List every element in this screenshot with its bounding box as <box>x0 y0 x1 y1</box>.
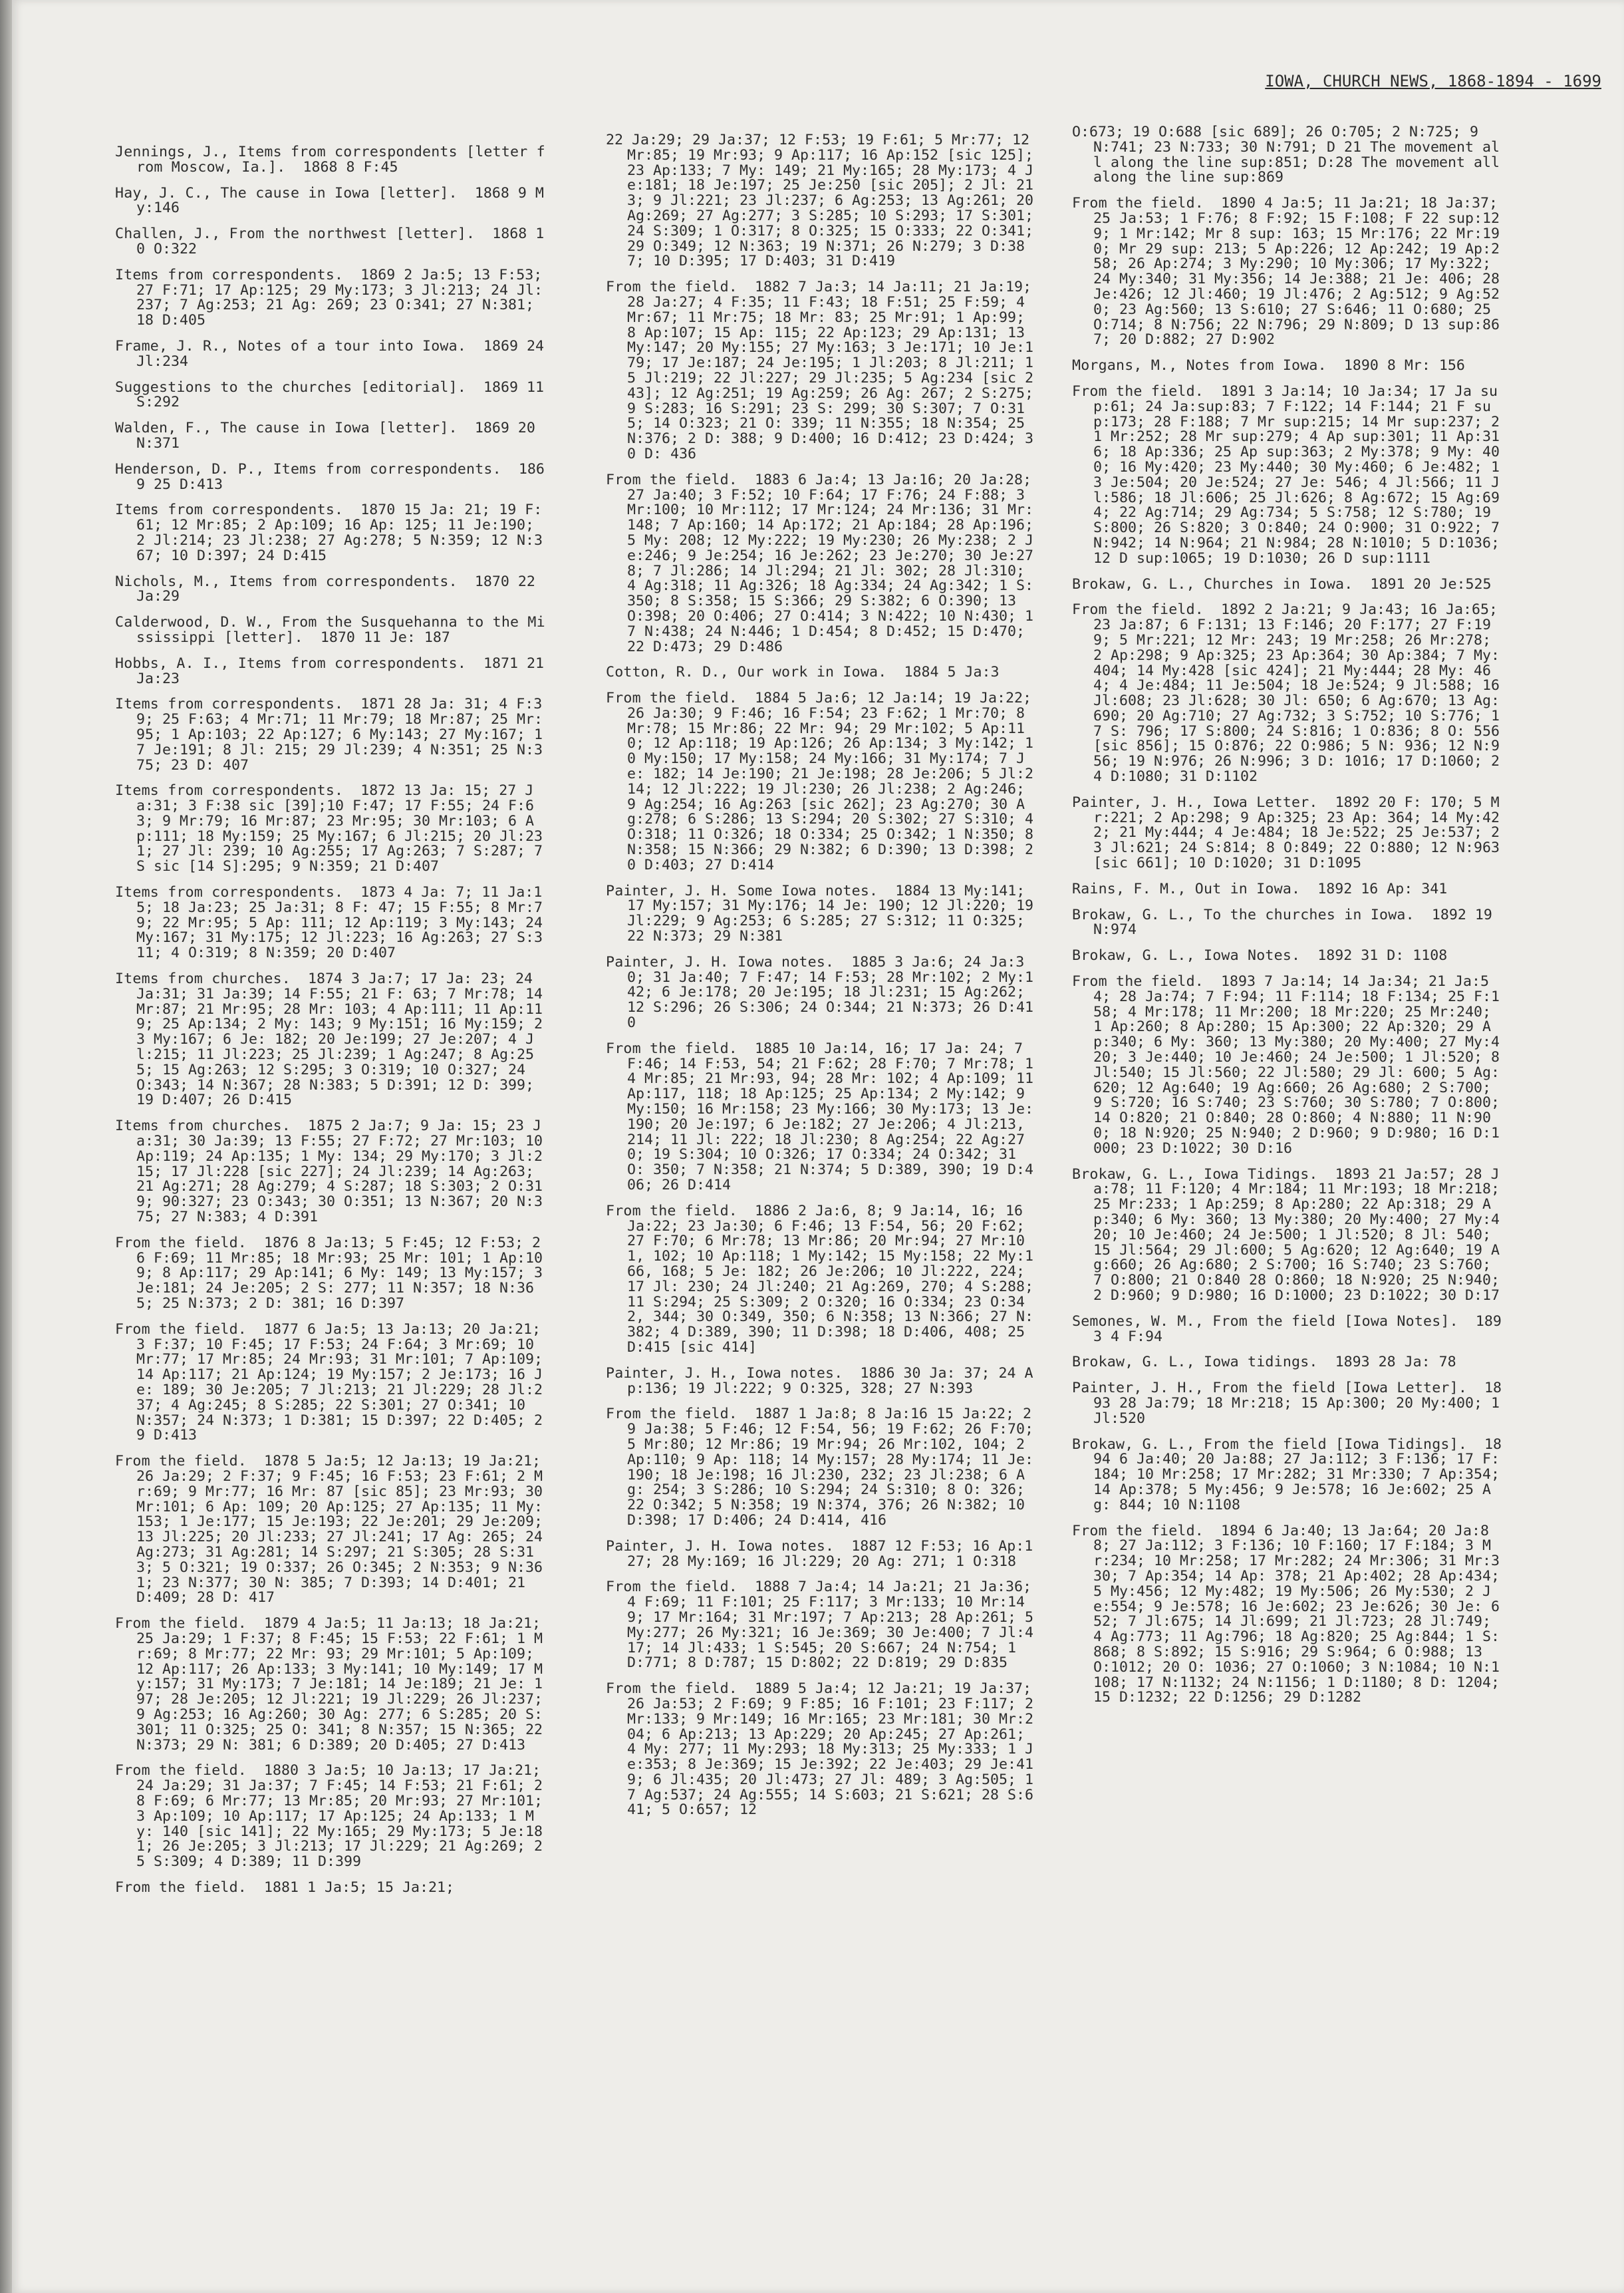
entry-heading: From the field. <box>606 1680 738 1698</box>
entry-citations: 1868 8 F:45 <box>303 158 398 176</box>
entry-heading: Hay, J. C., The cause in Iowa [letter]. <box>115 184 458 202</box>
entry-heading: Cotton, R. D., Our work in Iowa. <box>606 664 887 681</box>
column-2 <box>606 132 1043 1829</box>
entry-citations: 1891 20 Je:525 <box>1370 575 1492 593</box>
entry-heading: Walden, F., The cause in Iowa [letter]. <box>115 420 458 437</box>
entry-citations: 1869 20 N:371 <box>136 420 544 452</box>
entry-citations: 1870 11 Je: 187 <box>320 629 450 646</box>
bibliography-entry <box>1072 1380 1509 1427</box>
entry-citations: 1886 30 Ja: 37; 24 Ap:136; 19 Jl:222; 9 O:325, 328; 27 N:393 <box>627 1364 1033 1397</box>
bibliography-entry <box>1072 794 1509 872</box>
entry-heading: Items from correspondents. <box>115 696 344 713</box>
entry-citations: 1869 11 S:292 <box>136 379 553 411</box>
bibliography-entry <box>606 1579 1043 1672</box>
bibliography-entry <box>115 884 552 962</box>
entry-citations: 1893 21 Ja:57; 28 Ja:78; 11 F:120; 4 Mr:184; 11 Mr:193; 18 Mr:218; 25 Mr:233; 1 Ap:259; 8 Ap:280; 22 Ap:318; 29 Ap:340; 6 My: 360; 13 My:380; 20 My:400; 27 My:420; 10 Je:460; 24 Je:500; 1 Jl:520; 8 Jl: 540; 15 Jl:564; 29 Jl:600; 5 Ag:620; 12 Ag:640; 19 Ag:660; 26 Ag:680; 2 S:700; 16 S:740; 23 S:760; 7 O:800; 21 O:840 28 O:860; 18 N:920; 25 N:940; 2 D:960; 9 D:980; 16 D:1000; 23 D:1022; 30 D:17 <box>1093 1165 1509 1304</box>
entry-heading: Brokaw, G. L., Churches in Iowa. <box>1072 575 1353 593</box>
entry-citations: 1891 3 Ja:14; 10 Ja:34; 17 Ja sup:61; 24 Ja:sup:83; 7 F:122; 14 F:144; 21 F sup:173; 28 F:188; 7 Mr sup:215; 14 Mr sup:237; 21 Mr:252; 28 Mr sup:279; 4 Ap sup:301; 11 Ap:316; 18 Ap:336; 25 Ap sup:363; 2 My:378; 9 My: 400; 16 My:420; 23 My:440; 30 My:460; 6 Je:482; 13 Je:504; 20 Je:524; 27 Je: 546; 4 Jl:566; 11 Jl:586; 18 Jl:606; 25 Jl:626; 8 Ag:672; 15 Ag:694; 22 Ag:714; 29 Ag:734; 5 S:758; 12 S:780; 19 S:800; 26 S:820; 3 O:840; 24 O:900; 31 O:922; 7 N:942; 14 N:964; 21 N:984; 28 N:1010; 5 D:1036; 12 D sup:1065; 19 D:1030; 26 D sup:1111 <box>1093 382 1509 567</box>
entry-heading: From the field. <box>1072 1522 1204 1539</box>
entry-citations: 1893 7 Ja:14; 14 Ja:34; 21 Ja:54; 28 Ja:74; 7 F:94; 11 F:114; 18 F:134; 25 F:158; 4 Mr:178; 11 Mr:200; 18 Mr:220; 25 Mr:240; 1 Ap:260; 8 Ap:280; 15 Ap:300; 22 Ap:320; 29 Ap:340; 6 My: 360; 13 My:380; 20 My:400; 27 My:420; 3 Je:440; 10 Je:460; 24 Je:500; 1 Jl:520; 8 Jl:540; 15 Jl:560; 22 Jl:580; 29 Jl: 600; 5 Ag:620; 12 Ag:640; 19 Ag:660; 26 Ag:680; 2 S:700; 9 S:720; 16 S:740; 23 S:760; 30 S:780; 7 O:800; 14 O:820; 21 O:840; 28 O:860; 4 N:880; 11 N:900; 18 N:920; 25 N:940; 2 D:960; 9 D:980; 16 D:1000; 23 D:1022; 30 D:16 <box>1093 973 1509 1157</box>
bibliography-entry <box>115 575 547 605</box>
entry-heading: From the field. <box>606 1579 738 1596</box>
bibliography-entry <box>115 971 552 1109</box>
entry-citations: 1868 9 My:146 <box>136 184 544 217</box>
entry-citations: 1893 28 Ja:79; 18 Mr:218; 15 Ap:300; 20 My:400; 1 Jl:520 <box>1093 1380 1509 1427</box>
entry-citations: 1877 6 Ja:5; 13 Ja:13; 20 Ja:21; 3 F:37; 10 F:45; 17 F:53; 24 F:64; 3 Mr:69; 10 Mr:77; 17 Mr:85; 24 Mr:93; 31 Mr:101; 7 Ap:109; 14 Ap:117; 21 Ap:124; 19 My:157; 2 Je:173; 16 Je: 189; 30 Je:205; 7 Jl:213; 21 Jl:229; 28 Jl:237; 4 Ag:245; 8 S:285; 22 S:301; 27 O:341; 10 N:357; 24 N:373; 1 D:381; 15 D:397; 22 D:405; 29 D:413 <box>136 1320 552 1444</box>
bibliography-entry <box>115 227 547 257</box>
entry-heading: Semones, W. M., From the field [Iowa Notes]. <box>1072 1312 1458 1330</box>
entry-citations: 1892 20 F: 170; 5 Mr:221; 2 Ap:298; 9 Ap:325; 23 Ap: 364; 14 My:422; 21 My:444; 4 Je:484; 18 Je:522; 25 Je:537; 23 Jl:621; 24 S:814; 8 O:849; 22 O:880; 12 N:963 [sic 661]; 10 D:1020; 31 D:1095 <box>1093 794 1509 872</box>
bibliography-entry <box>115 1320 552 1444</box>
bibliography-entry <box>1072 577 1504 593</box>
entry-citations: 1888 7 Ja:4; 14 Ja:21; 21 Ja:36; 4 F:69; 11 F:101; 25 F:117; 3 Mr:133; 10 Mr:149; 17 Mr:164; 31 Mr:197; 7 Ap:213; 28 Ap:261; 5 My:277; 26 My:321; 16 Je:369; 30 Je:400; 7 Jl:417; 14 Jl:433; 1 S:545; 20 S:667; 24 N:754; 1 D:771; 8 D:787; 15 D:802; 22 D:819; 29 D:835 <box>627 1579 1043 1672</box>
entry-heading: From the field. <box>1072 601 1204 619</box>
bibliography-entry <box>606 471 1043 655</box>
entry-citations: 1872 13 Ja: 15; 27 Ja:31; 3 F:38 sic [39];10 F:47; 17 F:55; 24 F:63; 9 Mr:79; 16 Mr:87; 23 Mr:95; 30 Mr:103; 6 Ap:111; 18 My:159; 25 My:167; 6 Jl:215; 20 Jl:231; 27 Jl: 239; 10 Ag:255; 17 Ag:263; 7 S:287; 7 S sic [14 S]:295; 9 N:359; 21 D:407 <box>136 782 552 875</box>
entry-heading: Morgans, M., Notes from Iowa. <box>1072 357 1327 375</box>
entry-citations: 1883 6 Ja:4; 13 Ja:16; 20 Ja:28; 27 Ja:40; 3 F:52; 10 F:64; 17 F:76; 24 F:88; 3 Mr:100; 10 Mr:112; 17 Mr:124; 24 Mr:136; 31 Mr:148; 7 Ap:160; 14 Ap:172; 21 Ap:184; 28 Ap:196; 5 My: 208; 12 My:222; 19 My:230; 26 My:238; 2 Je:246; 9 Je:254; 16 Je:262; 23 Je:270; 30 Je:278; 7 Jl:286; 14 Jl:294; 21 Jl: 302; 28 Jl:310; 4 Ag:318; 11 Ag:326; 18 Ag:334; 24 Ag:342; 1 S:350; 8 S:358; 15 S:366; 29 S:382; 6 O:390; 13 O:398; 20 O:406; 27 O:414; 3 N:422; 10 N:430; 17 N:438; 24 N:446; 1 D:454; 8 D:452; 15 D:470; 22 D:473; 29 D:486 <box>627 471 1043 655</box>
bibliography-entry <box>1072 601 1509 786</box>
entry-citations: 1892 2 Ja:21; 9 Ja:43; 16 Ja:65; 23 Ja:87; 6 F:131; 13 F:146; 20 F:177; 27 F:199; 5 Mr:221; 12 Mr: 243; 19 Mr:258; 26 Mr:278; 2 Ap:298; 9 Ap:325; 23 Ap:364; 30 Ap:384; 7 My:404; 14 My:428 [sic 424]; 21 My:444; 28 My: 464; 4 Je:484; 11 Je:504; 18 Je:524; 9 Jl:588; 16 Jl:608; 23 Jl:628; 30 Jl: 650; 6 Ag:670; 13 Ag:690; 20 Ag:710; 27 Ag:732; 3 S:752; 10 S:776; 17 S: 796; 17 S:800; 24 S:816; 1 O:836; 8 O: 556 [sic 856]; 15 O:876; 22 O:986; 5 N: 936; 12 N:956; 19 N:976; 26 N:996; 3 D: 1016; 17 D:1060; 24 D:1080; 31 D:1102 <box>1093 601 1509 786</box>
bibliography-entry <box>606 1539 1038 1570</box>
bibliography-entry <box>1072 359 1504 374</box>
entry-citations: 1876 8 Ja:13; 5 F:45; 12 F:53; 26 F:69; 11 Mr:85; 18 Mr:93; 25 Mr: 101; 1 Ap:109; 8 Ap:117; 29 Ap:141; 6 My: 149; 13 My:157; 3 Je:181; 24 Je:205; 2 S: 277; 11 N:357; 18 N:365; 25 N:373; 2 D: 381; 16 D:397 <box>136 1234 552 1312</box>
entry-heading: From the field. <box>115 1762 247 1779</box>
bibliography-entry <box>1072 908 1504 939</box>
entry-heading: Items from correspondents. <box>115 782 344 800</box>
entry-heading: Calderwood, D. W., From the Susquehanna to the Mississippi [letter]. <box>115 614 545 646</box>
entry-heading: Painter, J. H. Some Iowa notes. <box>606 882 879 899</box>
entry-citations: 22 Ja:29; 29 Ja:37; 12 F:53; 19 F:61; 5 Mr:77; 12 Mr:85; 19 Mr:93; 9 Ap:117; 16 Ap:152 [sic 125]; 23 Ap:133; 7 My: 149; 21 My:165; 28 My:173; 4 Je:181; 18 Je:197; 25 Je:250 [sic 205]; 2 Jl: 213; 9 Jl:221; 23 Jl:237; 6 Ag:253; 13 Ag:261; 20 Ag:269; 27 Ag:277; 3 S:285; 10 S:293; 17 S:301; 24 S:309; 1 O:317; 8 O:325; 15 O:333; 22 O:341; 29 O:349; 12 N:363; 19 N:371; 26 N:279; 3 D:387; 10 D:395; 17 D:403; 31 D:419 <box>606 132 1043 270</box>
bibliography-entry <box>115 1881 547 1896</box>
bibliography-entry <box>115 655 553 687</box>
entry-citations: 1886 2 Ja:6, 8; 9 Ja:14, 16; 16 Ja:22; 23 Ja:30; 6 F:46; 13 F:54, 56; 20 F:62; 27 F:70; 6 Mr:78; 13 Mr:86; 20 Mr:94; 27 Mr:101, 102; 10 Ap:118; 1 My:142; 15 My:158; 22 My:166, 168; 5 Je: 182; 26 Je:206; 10 Jl:222, 224; 17 Jl: 230; 24 Jl:240; 21 Ag:269, 270; 4 S:288; 11 S:294; 25 S:309; 2 O:320; 16 O:334; 23 O:342, 344; 30 O:349, 350; 6 N:358; 13 N:366; 27 N:382; 4 D:389, 390; 11 D:398; 18 D:406, 408; 25 D:415 [sic 414] <box>627 1202 1043 1356</box>
bibliography-entry <box>1072 1522 1509 1706</box>
bibliography-entry <box>115 145 547 176</box>
bibliography-entry <box>115 1453 552 1606</box>
entry-citations: 1887 12 F:53; 16 Ap:127; 28 My:169; 16 Jl:229; 20 Ag: 271; 1 O:318 <box>627 1537 1033 1570</box>
entry-heading: From the field. <box>606 471 738 488</box>
entry-heading: Items from correspondents. <box>115 266 344 283</box>
bibliography-entry <box>115 1234 552 1312</box>
entry-heading: Nichols, M., Items from correspondents. <box>115 573 458 590</box>
entry-citations: 1870 22 Ja:29 <box>136 573 544 605</box>
entry-heading: From the field. <box>606 1040 738 1057</box>
entry-heading: Painter, J. H., Iowa notes. <box>606 1364 843 1382</box>
entry-heading: Hobbs, A. I., Items from correspondents. <box>115 655 467 672</box>
entry-citations: 1894 6 Ja:40; 20 Ja:88; 27 Ja:112; 3 F:136; 17 F:184; 10 Mr:258; 17 Mr:282; 31 Mr:330; 7 Ap:354; 14 Ap:378; 5 My:456; 9 Je:578; 16 Je:602; 25 Ag: 844; 10 N:1108 <box>1093 1436 1509 1513</box>
entry-heading: From the field. <box>115 1320 247 1338</box>
bibliography-entry <box>1072 195 1509 349</box>
entry-citations: 1893 4 F:94 <box>1093 1312 1502 1345</box>
entry-citations: 1892 16 Ap: 341 <box>1317 880 1448 897</box>
bibliography-entry <box>606 1366 1038 1397</box>
entry-citations: 1884 5 Ja:6; 12 Ja:14; 19 Ja:22; 26 Ja:30; 9 F:46; 16 F:54; 23 F:62; 1 Mr:70; 8 Mr:78; 15 Mr:86; 22 Mr: 94; 29 Mr:102; 5 Ap:110; 12 Ap:118; 19 Ap:126; 26 Ap:134; 3 My:142; 10 My:150; 17 My:158; 24 My:166; 31 My:174; 7 Je: 182; 14 Je:190; 21 Je:198; 28 Je:206; 5 Jl:214; 12 Jl:222; 19 Jl:230; 26 Jl:238; 2 Ag:246; 9 Ag:254; 16 Ag:263 [sic 262]; 23 Ag:270; 30 Ag:278; 6 S:286; 13 S:294; 20 S:302; 27 S:310; 4 O:318; 11 O:326; 18 O:334; 25 O:342; 1 N:350; 8 N:358; 15 N:366; 29 N:382; 6 D:390; 13 D:398; 20 D:403; 27 D:414 <box>627 690 1043 873</box>
bibliography-entry <box>606 882 1043 945</box>
entry-heading: From the field. <box>1072 382 1204 400</box>
entry-heading: From the field. <box>115 1453 247 1470</box>
bibliography-entry <box>606 1406 1043 1529</box>
entry-heading: From the field. <box>115 1234 247 1251</box>
bibliography-entry <box>115 186 547 217</box>
bibliography-entry <box>606 955 1038 1031</box>
bibliography-entry <box>1072 1355 1504 1370</box>
bibliography-entry <box>115 615 547 646</box>
column-3 <box>1072 124 1509 1716</box>
entry-citations: 1871 28 Ja: 31; 4 F:39; 25 F:63; 4 Mr:71; 11 Mr:79; 18 Mr:87; 25 Mr:95; 1 Ap:103; 22 Ap:127; 6 My:143; 27 My:167; 17 Je:191; 8 Jl: 215; 29 Jl:239; 4 N:351; 25 N:375; 23 D: 407 <box>136 696 543 774</box>
entry-citations: 1871 21 Ja:23 <box>136 655 553 687</box>
entry-heading: From the field. <box>606 1202 738 1219</box>
bibliography-entry <box>115 462 547 493</box>
bibliography-entry <box>115 1762 552 1871</box>
entry-heading: Painter, J. H., Iowa Letter. <box>1072 794 1318 811</box>
entry-citations: 1880 3 Ja:5; 10 Ja:13; 17 Ja:21; 24 Ja:29; 31 Ja:37; 7 F:45; 14 F:53; 21 F:61; 28 F:69; 6 Mr:77; 13 Mr:85; 20 Mr:93; 27 Mr:101; 3 Ap:109; 10 Ap:117; 17 Ap:125; 24 Ap:133; 1 My: 140 [sic 141]; 22 My:165; 29 My:173; 5 Je:181; 26 Je:205; 3 Jl:213; 17 Jl:229; 21 Ag:269; 25 S:309; 4 D:389; 11 D:399 <box>136 1762 552 1871</box>
entry-heading: Painter, J. H., From the field [Iowa Letter]. <box>1072 1380 1468 1397</box>
entry-heading: Brokaw, G. L., Iowa Tidings. <box>1072 1165 1318 1183</box>
bibliography-entry <box>606 1680 1043 1819</box>
entry-citations: O:673; 19 O:688 [sic 689]; 26 O:705; 2 N:725; 9 N:741; 23 N:733; 30 N:791; D 21 The movement all along the line sup:851; D:28 The movement all along the line sup:869 <box>1072 124 1509 186</box>
entry-heading: From the field. <box>1072 973 1204 991</box>
entry-citations: 1870 15 Ja: 21; 19 F:61; 12 Mr:85; 2 Ap:109; 16 Ap: 125; 11 Je:190; 2 Jl:214; 23 Jl:238; 27 Ag:278; 5 N:359; 12 N:367; 10 D:397; 24 D:415 <box>136 502 543 564</box>
page-binding-edge <box>0 0 12 2293</box>
entry-heading: Items from correspondents. <box>115 502 344 519</box>
entry-heading: Brokaw, G. L., Iowa Notes. <box>1072 947 1301 965</box>
bibliography-entry <box>606 690 1043 873</box>
document-page <box>12 0 1624 2293</box>
entry-citations: 1878 5 Ja:5; 12 Ja:13; 19 Ja:21; 26 Ja:29; 2 F:37; 9 F:45; 16 F:53; 23 F:61; 2 Mr:69; 9 Mr:77; 16 Mr: 87 [sic 85]; 23 Mr:93; 30 Mr:101; 6 Ap: 109; 20 Ap:125; 27 Ap:135; 11 My:153; 1 Je:177; 15 Je:193; 22 Je:201; 29 Je:209; 13 Jl:225; 20 Jl:233; 27 Jl:241; 17 Ag: 265; 24 Ag:273; 31 Ag:281; 14 S:297; 21 S:305; 28 S:313; 5 O:321; 19 O:337; 26 O:345; 2 N:353; 9 N:361; 23 N:377; 30 N: 385; 7 D:393; 14 D:401; 21 D:409; 28 D: 417 <box>136 1453 552 1606</box>
entry-citations: 1869 24 Jl:234 <box>136 337 553 370</box>
bibliography-entry <box>1072 1436 1509 1513</box>
bibliography-entry <box>1072 973 1509 1157</box>
bibliography-entry <box>115 266 551 329</box>
entry-heading: From the field. <box>115 1615 247 1632</box>
entry-heading: Jennings, J., Items from correspondents [letter from Moscow, Ia.]. <box>115 144 545 176</box>
entry-heading: Items from churches. <box>115 971 291 988</box>
entry-heading: From the field. <box>606 690 738 707</box>
entry-heading: Painter, J. H. Iowa notes. <box>606 953 835 971</box>
column-1 <box>115 144 553 1907</box>
entry-citations: 1893 28 Ja: 78 <box>1335 1354 1456 1371</box>
entry-heading: Challen, J., From the northwest [letter]. <box>115 226 475 243</box>
entry-citations: 1868 10 O:322 <box>136 226 545 257</box>
bibliography-entry <box>115 379 553 411</box>
running-head: IOWA, CHURCH NEWS, 1868-1894 - 1699 <box>1265 72 1601 90</box>
entry-citations: 1875 2 Ja:7; 9 Ja: 15; 23 Ja:31; 30 Ja:39; 13 F:55; 27 F:72; 27 Mr:103; 10 Ap:119; 24 Ap:135; 1 My: 134; 29 My:170; 3 Jl:215; 17 Jl:228 [sic 227]; 24 Jl:239; 14 Ag:263; 21 Ag:271; 28 Ag:279; 4 S:287; 18 S:303; 2 O:319; 90:327; 23 O:343; 30 O:351; 13 N:367; 20 N:375; 27 N:383; 4 D:391 <box>136 1118 552 1226</box>
entry-heading: From the field. <box>606 279 738 296</box>
bibliography-entry <box>606 1202 1043 1356</box>
bibliography-entry <box>1072 1165 1509 1304</box>
entry-heading: Brokaw, G. L., From the field [Iowa Tidings]. <box>1072 1436 1468 1453</box>
entry-citations: 1894 6 Ja:40; 13 Ja:64; 20 Ja:88; 27 Ja:112; 3 F:136; 10 F:160; 17 F:184; 3 Mr:234; 10 Mr:258; 17 Mr:282; 24 Mr:306; 31 Mr:330; 7 Ap:354; 14 Ap: 378; 21 Ap:402; 28 Ap:434; 5 My:456; 12 My:482; 19 My:506; 26 My:530; 2 Je:554; 9 Je:578; 16 Je:602; 23 Je:626; 30 Je: 652; 7 Jl:675; 14 Jl:699; 21 Jl:723; 28 Jl:749; 4 Ag:773; 11 Ag:796; 18 Ag:820; 25 Ag:844; 1 S:868; 8 S:892; 15 S:916; 29 S:964; 6 O:988; 13 O:1012; 20 O: 1036; 27 O:1060; 3 N:1084; 10 N:1108; 17 N:1132; 24 N:1156; 1 D:1180; 8 D: 1204; 15 D:1232; 22 D:1256; 29 D:1282 <box>1093 1522 1509 1706</box>
entry-citations: 1885 3 Ja:6; 24 Ja:30; 31 Ja:40; 7 F:47; 14 F:53; 28 Mr:102; 2 My:142; 6 Je:178; 20 Je:195; 18 Jl:231; 15 Ag:262; 12 S:296; 26 S:306; 24 O:344; 21 N:373; 26 D:410 <box>627 953 1034 1032</box>
entry-citations: 1869 25 D:413 <box>136 460 545 493</box>
bibliography-entry <box>1072 124 1509 186</box>
entry-citations: 1882 7 Ja:3; 14 Ja:11; 21 Ja:19; 28 Ja:27; 4 F:35; 11 F:43; 18 F:51; 25 F:59; 4 Mr:67; 11 Mr:75; 18 Mr: 83; 25 Mr:91; 1 Ap:99; 8 Ap:107; 15 Ap: 115; 22 Ap:123; 29 Ap:131; 13 My:147; 20 My:155; 27 My:163; 3 Je:171; 10 Je:179; 17 Je:187; 24 Je:195; 1 Jl:203; 8 Jl:211; 15 Jl:219; 22 Jl:227; 29 Jl:235; 5 Ag:234 [sic 243]; 12 Ag:251; 19 Ag:259; 26 Ag: 267; 2 S:275; 9 S:283; 16 S:291; 23 S: 299; 30 S:307; 7 O:315; 14 O:323; 21 O: 339; 11 N:355; 18 N:354; 25 N:376; 2 D: 388; 9 D:400; 16 D:412; 23 D:424; 30 D: 436 <box>627 279 1043 462</box>
bibliography-entry <box>606 1040 1043 1193</box>
bibliography-entry <box>606 279 1043 462</box>
bibliography-entry <box>115 337 553 370</box>
bibliography-entry <box>1072 882 1504 897</box>
bibliography-entry <box>115 697 547 773</box>
bibliography-entry <box>115 782 552 875</box>
entry-heading: Items from correspondents. <box>115 884 344 901</box>
bibliography-entry <box>606 132 1043 270</box>
entry-citations: 1887 1 Ja:8; 8 Ja:16 15 Ja:22; 29 Ja:38; 5 F:46; 12 F:54, 56; 19 F:62; 26 F:70; 5 Mr:80; 12 Mr:86; 19 Mr:94; 26 Mr:102, 104; 2 Ap:110; 9 Ap: 118; 14 My:157; 28 My:174; 11 Je:190; 18 Je:198; 16 Jl:230, 232; 23 Jl:238; 6 Ag: 254; 3 S:286; 10 S:294; 24 S:310; 8 O: 326; 22 O:342; 5 N:358; 19 N:374, 376; 26 N:382; 10 D:398; 17 D:406; 24 D:414, 416 <box>627 1406 1043 1529</box>
entry-heading: Frame, J. R., Notes of a tour into Iowa. <box>115 337 467 355</box>
bibliography-entry <box>115 1615 552 1754</box>
bibliography-entry <box>1072 949 1504 964</box>
entry-heading: Painter, J. H. Iowa notes. <box>606 1537 835 1555</box>
entry-citations: 1879 4 Ja:5; 11 Ja:13; 18 Ja:21; 25 Ja:29; 1 F:37; 8 F:45; 15 F:53; 22 F:61; 1 Mr:69; 8 Mr:77; 22 Mr: 93; 29 Mr:101; 5 Ap:109; 12 Ap:117; 26 Ap:133; 3 My:141; 10 My:149; 17 My:157; 31 My:173; 7 Je:181; 14 Je:189; 21 Je: 197; 28 Je:205; 12 Jl:221; 19 Jl:229; 26 Jl:237; 9 Ag:253; 16 Ag:260; 30 Ag: 277; 6 S:285; 20 S:301; 11 O:325; 25 O: 341; 8 N:357; 15 N:365; 22 N:373; 29 N: 381; 6 D:389; 20 D:405; 27 D:413 <box>136 1615 552 1754</box>
entry-heading: Brokaw, G. L., To the churches in Iowa. <box>1072 906 1415 923</box>
bibliography-entry <box>115 503 547 563</box>
bibliography-entry <box>606 665 1038 681</box>
entry-heading: From the field. <box>115 1879 247 1896</box>
entry-citations: 1869 2 Ja:5; 13 F:53; 27 F:71; 17 Ap:125; 29 My:173; 3 Jl:213; 24 Jl:237; 7 Ag:253; 21 Ag: 269; 23 O:341; 27 N:381; 18 D:405 <box>136 266 551 329</box>
entry-citations: 1892 19 N:974 <box>1093 906 1501 939</box>
entry-heading: Rains, F. M., Out in Iowa. <box>1072 880 1301 897</box>
entry-citations: 1881 1 Ja:5; 15 Ja:21; <box>264 1879 455 1896</box>
bibliography-entry <box>115 1118 552 1226</box>
entry-citations: 1884 5 Ja:3 <box>904 664 1000 681</box>
bibliography-entry <box>1072 1314 1504 1345</box>
entry-heading: Items from churches. <box>115 1118 291 1135</box>
entry-citations: 1885 10 Ja:14, 16; 17 Ja: 24; 7 F:46; 14 F:53, 54; 21 F:62; 28 F:70; 7 Mr:78; 14 Mr:85; 21 Mr:93, 94; 28 Mr: 102; 4 Ap:109; 11 Ap:117, 118; 18 Ap:125; 25 Ap:134; 2 My:142; 9 My:150; 16 Mr:158; 23 My:166; 30 My:173; 13 Je:190; 20 Je:197; 6 Je:182; 27 Je:206; 4 Jl:213, 214; 11 Jl: 222; 18 Jl:230; 8 Ag:254; 22 Ag:270; 19 S:304; 10 O:326; 17 O:334; 24 O:342; 31 O: 350; 7 N:358; 21 N:374; 5 D:389, 390; 19 D:406; 26 D:414 <box>627 1040 1043 1193</box>
entry-heading: Suggestions to the churches [editorial]. <box>115 379 467 396</box>
entry-citations: 1889 5 Ja:4; 12 Ja:21; 19 Ja:37; 26 Ja:53; 2 F:69; 9 F:85; 16 F:101; 23 F:117; 2 Mr:133; 9 Mr:149; 16 Mr:165; 23 Mr:181; 30 Mr:204; 6 Ap:213; 13 Ap:229; 20 Ap:245; 27 Ap:261; 4 My: 277; 11 My:293; 18 My:313; 25 My:333; 1 Je:353; 8 Je:369; 15 Je:392; 22 Je:403; 29 Je:419; 6 Jl:435; 20 Jl:473; 27 Jl: 489; 3 Ag:505; 17 Ag:537; 24 Ag:555; 14 S:603; 21 S:621; 28 S:641; 5 O:657; 12 <box>627 1680 1043 1819</box>
entry-citations: 1890 4 Ja:5; 11 Ja:21; 18 Ja:37; 25 Ja:53; 1 F:76; 8 F:92; 15 F:108; F 22 sup:129; 1 Mr:142; Mr 8 sup: 163; 15 Mr:176; 22 Mr:190; Mr 29 sup: 213; 5 Ap:226; 12 Ap:242; 19 Ap:258; 26 Ap:274; 3 My:290; 10 My:306; 17 My:322; 24 My:340; 31 My:356; 14 Je:388; 21 Je: 406; 28 Je:426; 12 Jl:460; 19 Jl:476; 2 Ag:512; 9 Ag:520; 23 Ag:560; 13 S:610; 27 S:646; 11 O:680; 25 O:714; 8 N:756; 22 N:796; 29 N:809; D 13 sup:867; 20 D:882; 27 D:902 <box>1093 195 1509 349</box>
entry-heading: From the field. <box>1072 195 1204 212</box>
entry-citations: 1873 4 Ja: 7; 11 Ja:15; 18 Ja:23; 25 Ja:31; 8 F: 47; 15 F:55; 8 Mr:79; 22 Mr:95; 5 Ap: 111; 12 Ap:119; 3 My:143; 24 My:167; 31 My:175; 12 Jl:223; 16 Ag:263; 27 S:311; 4 O:319; 8 N:359; 20 D:407 <box>136 884 552 962</box>
entry-heading: From the field. <box>606 1406 738 1423</box>
bibliography-entry <box>115 421 547 452</box>
entry-heading: Brokaw, G. L., Iowa tidings. <box>1072 1354 1318 1371</box>
entry-heading: Henderson, D. P., Items from correspondents. <box>115 460 501 478</box>
entry-citations: 1890 8 Mr: 156 <box>1343 357 1465 375</box>
entry-citations: 1884 13 My:141; 17 My:157; 31 My:176; 14 Je: 190; 12 Jl:220; 19 Jl:229; 9 Ag:253; 6 S:285; 27 S:312; 11 O:325; 22 N:373; 29 N:381 <box>627 882 1043 945</box>
entry-citations: 1874 3 Ja:7; 17 Ja: 23; 24 Ja:31; 31 Ja:39; 14 F:55; 21 F: 63; 7 Mr:78; 14 Mr:87; 21 Mr:95; 28 Mr: 103; 4 Ap:111; 11 Ap:119; 25 Ap:134; 2 My: 143; 9 My:151; 16 My:159; 23 My:167; 6 Je: 182; 20 Je:199; 27 Je:207; 4 Jl:215; 11 Jl:223; 25 Jl:239; 1 Ag:247; 8 Ag:255; 15 Ag:263; 12 S:295; 3 O:319; 10 O:327; 24 O:343; 14 N:367; 28 N:383; 5 D:391; 12 D: 399; 19 D:407; 26 D:415 <box>136 971 552 1109</box>
bibliography-entry <box>1072 382 1509 567</box>
entry-citations: 1892 31 D: 1108 <box>1317 947 1448 965</box>
